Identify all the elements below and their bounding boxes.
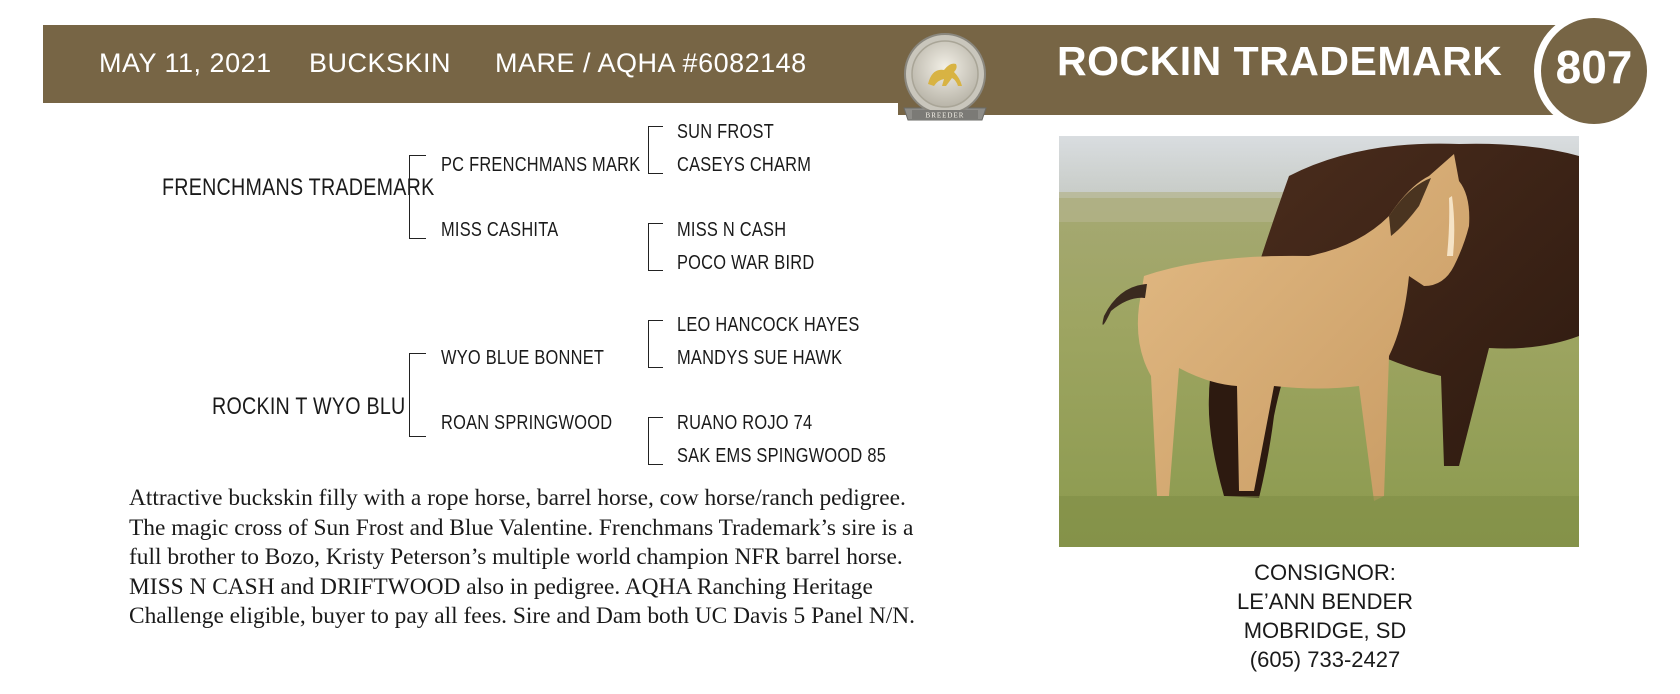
pedigree-g3: MISS N CASH — [677, 219, 787, 241]
bracket-g2 — [648, 223, 663, 271]
description-line: MISS N CASH and DRIFTWOOD also in pedigree. AQHA Ranching Heritage — [129, 573, 873, 600]
consignor-location: MOBRIDGE, SD — [1243, 618, 1407, 643]
description — [129, 484, 1017, 632]
consignor-phone: (605) 733-2427 — [1249, 647, 1401, 672]
pedigree-dam: ROCKIN T WYO BLU — [212, 393, 406, 420]
pedigree-sire: FRENCHMANS TRADEMARK — [162, 174, 435, 201]
consignor-block — [1155, 558, 1495, 674]
pedigree-dam-dam: ROAN SPRINGWOOD — [441, 412, 613, 434]
breeder-badge-logo — [898, 32, 992, 132]
pedigree-g1: SUN FROST — [677, 121, 774, 143]
horse-color: BUCKSKIN — [309, 48, 452, 78]
badge-text: BREEDER — [925, 111, 965, 120]
pedigree-g4: POCO WAR BIRD — [677, 252, 815, 274]
registration: MARE / AQHA #6082148 — [495, 48, 807, 78]
bracket-sire — [409, 155, 426, 239]
sale-date: MAY 11, 2021 — [99, 48, 272, 78]
pedigree-g2: CASEYS CHARM — [677, 154, 812, 176]
consignor-name: LE’ANN BENDER — [1236, 589, 1414, 614]
bracket-g4 — [648, 417, 663, 465]
pedigree-g8: SAK EMS SPINGWOOD 85 — [677, 445, 887, 467]
bracket-dam — [409, 353, 426, 437]
horse-photo — [1059, 136, 1579, 547]
pedigree-g5: LEO HANCOCK HAYES — [677, 314, 860, 336]
description-line: The magic cross of Sun Frost and Blue Valentine. Frenchmans Trademark’s sire is a — [129, 514, 914, 541]
consignor-label: CONSIGNOR: — [1254, 560, 1396, 585]
lot-number: 807 — [1555, 41, 1633, 93]
bracket-g3 — [648, 320, 663, 368]
horse-name: ROCKIN TRADEMARK — [1057, 38, 1503, 84]
pedigree-sire-dam: MISS CASHITA — [441, 219, 559, 241]
description-line: full brother to Bozo, Kristy Peterson’s multiple world champion NFR barrel horse. — [129, 544, 903, 570]
description-line: Attractive buckskin filly with a rope horse, barrel horse, cow horse/ranch pedigree. — [129, 485, 906, 511]
pedigree-sire-sire: PC FRENCHMANS MARK — [441, 154, 641, 176]
bracket-g1 — [648, 126, 663, 174]
pedigree-g6: MANDYS SUE HAWK — [677, 347, 843, 369]
description-line: Challenge eligible, buyer to pay all fees. Sire and Dam both UC Davis 5 Panel N/N. — [129, 603, 916, 629]
pedigree-dam-sire: WYO BLUE BONNET — [441, 347, 605, 369]
pedigree-g7: RUANO ROJO 74 — [677, 412, 813, 434]
